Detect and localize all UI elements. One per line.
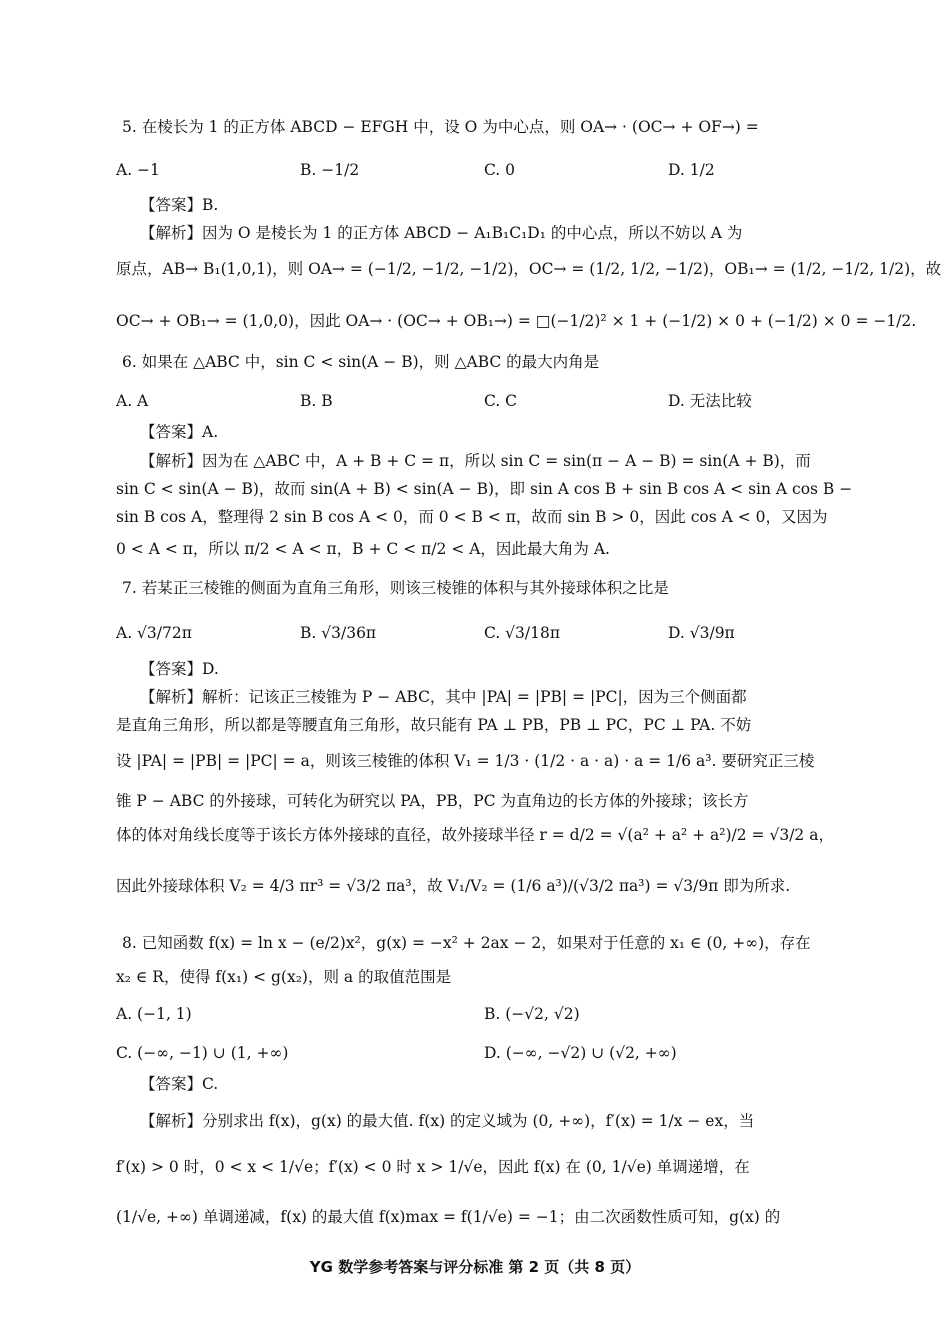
q6-analysis-3: sin B cos A，整理得 2 sin B cos A < 0，而 0 < B < π，故而 sin B > 0，因此 cos A < 0，又因为 bbox=[116, 508, 828, 526]
question-8-stem: 8. 已知函数 f(x) = ln x − (e/2)x²，g(x) = −x² + 2ax − 2，如果对于任意的 x₁ ∈ (0, +∞)，存在 bbox=[122, 934, 811, 952]
q7-analysis-6: 因此外接球体积 V₂ = 4/3 πr³ = √3/2 πa³，故 V₁/V₂ = (1/6 a³)/(√3/2 πa³) = √3/9π 即为所求. bbox=[116, 877, 791, 895]
q5-analysis-1: 【解析】因为 O 是棱长为 1 的正方体 ABCD − A₁B₁C₁D₁ 的中心点，所以不妨以 A 为 bbox=[140, 224, 743, 242]
q7-option-a: A. √3/72π bbox=[116, 624, 192, 642]
q7-option-c: C. √3/18π bbox=[484, 624, 561, 642]
q6-option-b: B. B bbox=[300, 392, 333, 410]
q6-answer: 【答案】A. bbox=[140, 423, 219, 441]
q7-answer: 【答案】D. bbox=[140, 660, 219, 678]
q7-analysis-4: 锥 P − ABC 的外接球，可转化为研究以 PA，PB，PC 为直角边的长方体的外接球；该长方 bbox=[116, 792, 749, 810]
q6-analysis-1: 【解析】因为在 △ABC 中，A + B + C = π，所以 sin C = sin(π − A − B) = sin(A + B)，而 bbox=[140, 452, 811, 470]
q6-option-c: C. C bbox=[484, 392, 518, 410]
q7-analysis-3: 设 |PA| = |PB| = |PC| = a，则该三棱锥的体积 V₁ = 1/3 · (1/2 · a · a) · a = 1/6 a³. 要研究正三棱 bbox=[116, 752, 815, 770]
q5-option-c: C. 0 bbox=[484, 161, 516, 179]
q8-option-a: A. (−1, 1) bbox=[116, 1005, 192, 1023]
q7-analysis-2: 是直角三角形，所以都是等腰直角三角形，故只能有 PA ⊥ PB，PB ⊥ PC，PC ⊥ PA. 不妨 bbox=[116, 716, 752, 734]
q5-answer: 【答案】B. bbox=[140, 196, 219, 214]
q8-option-c: C. (−∞, −1) ∪ (1, +∞) bbox=[116, 1044, 289, 1062]
question-7-stem: 7. 若某正三棱锥的侧面为直角三角形，则该三棱锥的体积与其外接球体积之比是 bbox=[122, 579, 669, 597]
q8-analysis-2: f′(x) > 0 时，0 < x < 1/√e；f′(x) < 0 时 x > 1/√e，因此 f(x) 在 (0, 1/√e) 单调递增，在 bbox=[116, 1158, 750, 1176]
question-5-stem: 5. 在棱长为 1 的正方体 ABCD − EFGH 中，设 O 为中心点，则 OA→ · (OC→ + OF→) = bbox=[122, 118, 759, 136]
question-6-stem: 6. 如果在 △ABC 中，sin C < sin(A − B)，则 △ABC 的最大内角是 bbox=[122, 353, 600, 371]
question-8-stem-2: x₂ ∈ R，使得 f(x₁) < g(x₂)，则 a 的取值范围是 bbox=[116, 968, 452, 986]
q6-analysis-2: sin C < sin(A − B)，故而 sin(A + B) < sin(A − B)，即 sin A cos B + sin B cos A < sin A cos B − bbox=[116, 480, 853, 498]
q7-analysis-5: 体的体对角线长度等于该长方体外接球的直径，故外接球半径 r = d/2 = √(a² + a² + a²)/2 = √3/2 a， bbox=[116, 826, 834, 844]
q5-analysis-2: 原点，AB→ B₁(1,0,1)，则 OA→ = (−1/2, −1/2, −1/2)，OC→ = (1/2, 1/2, −1/2)，OB₁→ = (1/2, −1/2, 1/2)，故 bbox=[116, 260, 942, 278]
page-footer: YG 数学参考答案与评分标准 第 2 页（共 8 页） bbox=[309, 1258, 641, 1276]
q5-option-a: A. −1 bbox=[116, 161, 160, 179]
q7-analysis-1: 【解析】解析：记该正三棱锥为 P − ABC，其中 |PA| = |PB| = |PC|，因为三个侧面都 bbox=[140, 688, 747, 706]
q6-analysis-4: 0 < A < π，所以 π/2 < A < π，B + C < π/2 < A，因此最大角为 A. bbox=[116, 540, 610, 558]
q5-option-d: D. 1/2 bbox=[668, 161, 715, 179]
q8-answer: 【答案】C. bbox=[140, 1075, 219, 1093]
q8-analysis-1: 【解析】分别求出 f(x)，g(x) 的最大值. f(x) 的定义域为 (0, +∞)，f′(x) = 1/x − ex，当 bbox=[140, 1112, 755, 1130]
q8-analysis-3: (1/√e, +∞) 单调递减，f(x) 的最大值 f(x)max = f(1/√e) = −1；由二次函数性质可知，g(x) 的 bbox=[116, 1208, 781, 1226]
q6-option-a: A. A bbox=[116, 392, 149, 410]
q5-option-b: B. −1/2 bbox=[300, 161, 360, 179]
q6-option-d: D. 无法比较 bbox=[668, 392, 752, 410]
q7-option-d: D. √3/9π bbox=[668, 624, 735, 642]
q8-option-b: B. (−√2, √2) bbox=[484, 1005, 580, 1023]
q7-option-b: B. √3/36π bbox=[300, 624, 377, 642]
q8-option-d: D. (−∞, −√2) ∪ (√2, +∞) bbox=[484, 1044, 677, 1062]
q5-analysis-3: OC→ + OB₁→ = (1,0,0)，因此 OA→ · (OC→ + OB₁→) = □(−1/2)² × 1 + (−1/2) × 0 + (−1/2) × 0 = −1/2. bbox=[116, 312, 917, 330]
